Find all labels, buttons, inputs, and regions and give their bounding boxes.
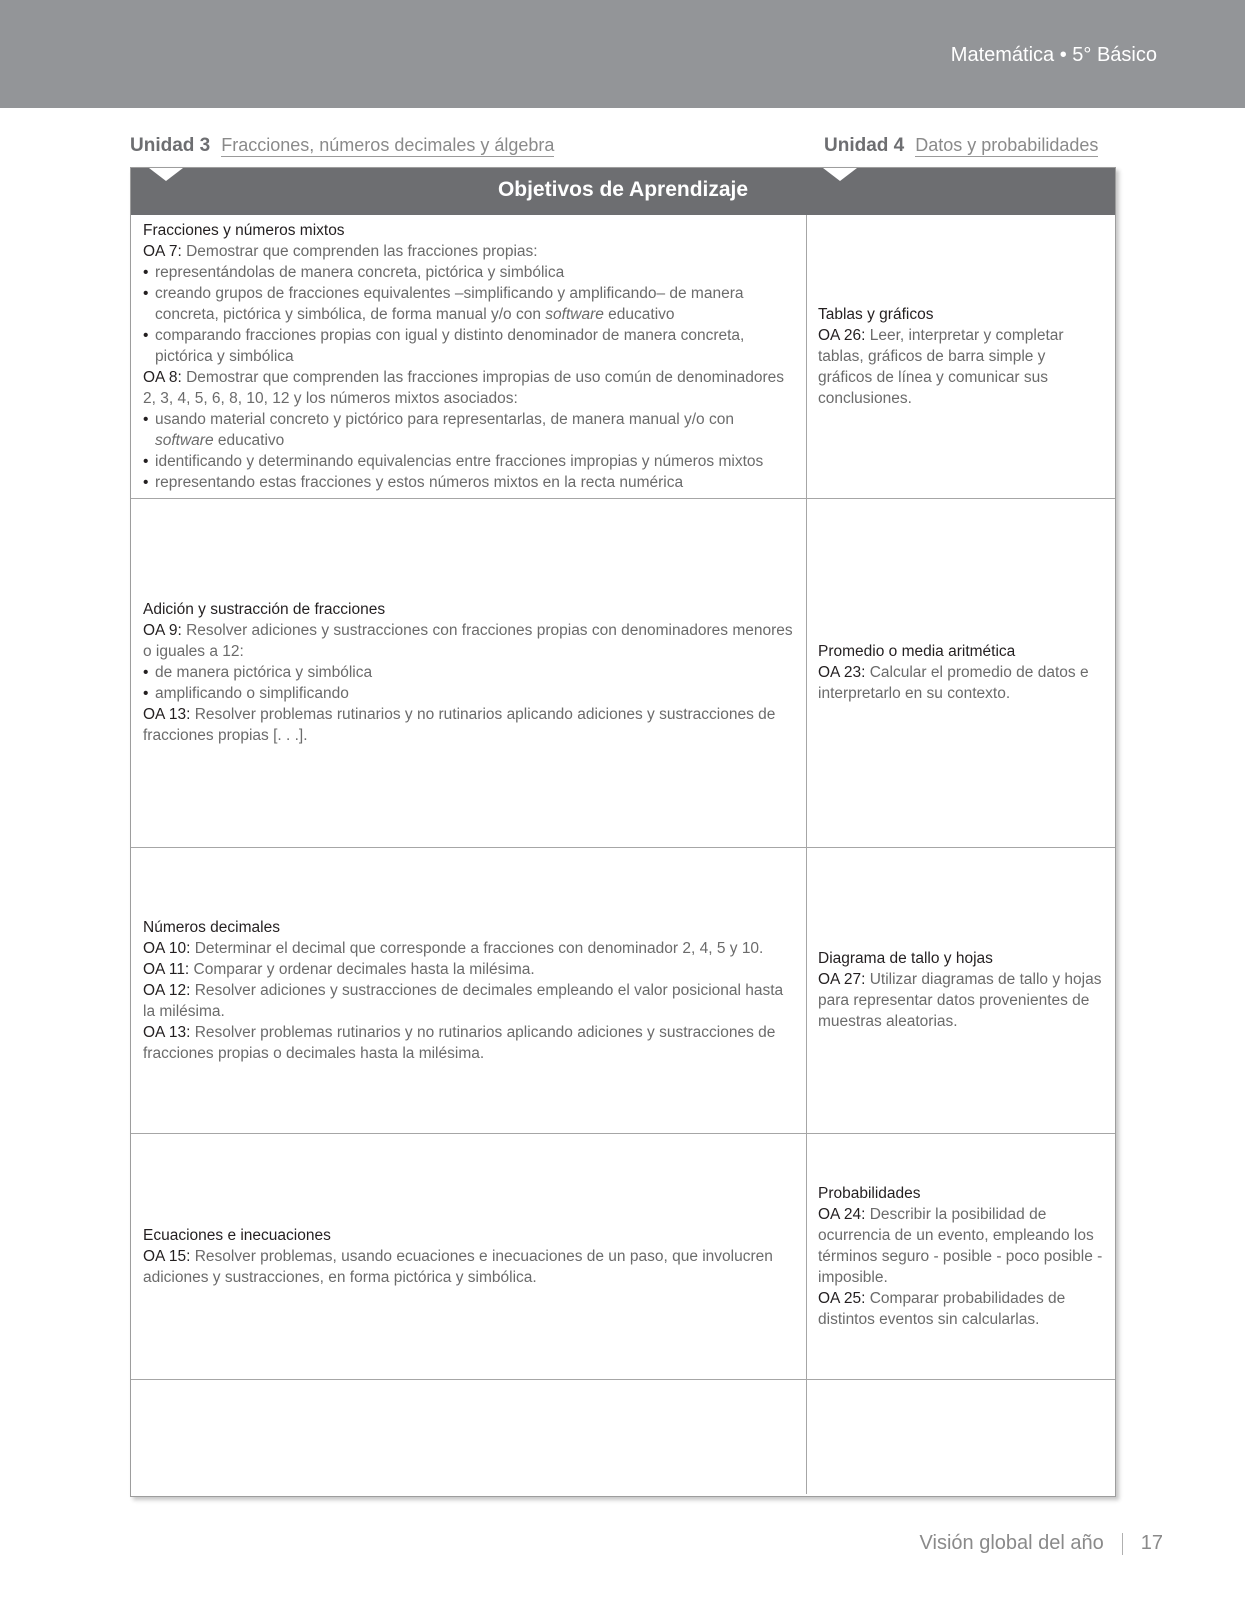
unit-4-cell (807, 847, 1115, 1133)
objective-description: Demostrar que comprenden las fracciones propias: (181, 243, 538, 260)
objective-text (143, 1246, 794, 1288)
list-item (143, 283, 794, 325)
unit-3-cell-empty (131, 1379, 807, 1494)
table-title: Objetivos de Aprendizaje (497, 178, 749, 201)
objective-text (818, 1288, 1104, 1330)
objective-description: Resolver adiciones y sustracciones de decimales empleando el valor posicional hasta la milésima. (143, 981, 784, 1020)
unit-3-cell (131, 1133, 807, 1379)
unit-3-cell (131, 498, 807, 847)
footer-divider (1122, 1533, 1123, 1555)
unit-4-cell (807, 215, 1115, 498)
learning-objectives-table (130, 167, 1116, 1497)
list-item: • representándolas de manera concreta, pictórica y simbólica (143, 262, 794, 283)
objective-code: OA 11: (143, 960, 190, 978)
objective-description: Resolver problemas, usando ecuaciones e inecuaciones de un paso, que involucren adiciones y sustracciones, en forma pictórica y simbólica. (143, 1247, 773, 1286)
list-item-text: educativo (603, 306, 675, 323)
objective-description: Resolver problemas rutinarios y no rutinarios aplicando adiciones y sustracciones de fracciones propias [. . .]. (143, 706, 776, 744)
objective-text (143, 241, 794, 262)
list-item (143, 409, 794, 451)
objective-code: OA 9: (143, 622, 182, 639)
objective-text (143, 1022, 794, 1064)
objective-description: Leer, interpretar y completar tablas, gráficos de barra simple y gráficos de línea y comunicar sus conclusiones. (818, 327, 1064, 407)
list-item-text: usando material concreto y pictórico para representarlas, de manera manual y/o con (155, 411, 734, 428)
unit-3-label: Unidad 3 (130, 135, 211, 156)
section-heading: Promedio o media aritmética (818, 643, 1016, 660)
header-title: Matemática • 5° Básico (950, 44, 1157, 66)
objective-description: Utilizar diagramas de tallo y hojas para representar datos provenientes de muestras aleatorias. (818, 971, 1102, 1030)
objective-code: OA 26: (818, 327, 866, 344)
table-row (131, 215, 1115, 499)
unit-4-cell (807, 498, 1115, 847)
section-heading: Tablas y gráficos (818, 306, 934, 323)
objective-code: OA 27: (818, 971, 866, 988)
objective-description: Calcular el promedio de datos e interpretarlo en su contexto. (818, 664, 1089, 702)
objective-code: OA 8: (143, 369, 182, 386)
section-heading: Ecuaciones e inecuaciones (143, 1226, 331, 1244)
table-row (131, 498, 1115, 848)
unit-4-label: Unidad 4 (824, 135, 905, 156)
list-item: • identificando y determinando equivalencias entre fracciones impropias y números mixtos (143, 451, 794, 472)
unit-3-cell (131, 847, 807, 1133)
objective-text (818, 969, 1104, 1032)
objective-description: Resolver adiciones y sustracciones con fracciones propias con denominadores menores o iguales a 12: (143, 622, 793, 660)
table-row (131, 847, 1115, 1134)
table-header (131, 168, 1115, 215)
objective-code: OA 10: (143, 939, 191, 957)
objective-code: OA 25: (818, 1289, 866, 1307)
page-footer (920, 1532, 1163, 1555)
list-item: • representando estas fracciones y estos números mixtos en la recta numérica (143, 472, 794, 493)
objective-text (143, 980, 794, 1022)
objective-code: OA 13: (143, 706, 191, 723)
list-item: • amplificando o simplificando (143, 683, 794, 704)
unit-4-cell (807, 1133, 1115, 1379)
top-header-bar (0, 0, 1245, 108)
footer-section-title: Visión global del año (919, 1532, 1104, 1554)
section-heading: Probabilidades (818, 1184, 921, 1202)
list-item: • comparando fracciones propias con igual y distinto denominador de manera concreta, pictórica y simbólica (143, 325, 794, 367)
objective-code: OA 12: (143, 981, 191, 999)
unit-4-heading (824, 135, 1098, 157)
section-heading: Adición y sustracción de fracciones (143, 601, 386, 618)
objective-description: Comparar probabilidades de distintos eventos sin calcularlas. (818, 1289, 1066, 1328)
objective-text (143, 367, 794, 409)
unit-3-heading (130, 135, 554, 157)
objective-code: OA 15: (143, 1247, 191, 1265)
list-item: • de manera pictórica y simbólica (143, 662, 794, 683)
list-item-text: educativo (213, 432, 285, 449)
section-heading: Diagrama de tallo y hojas (818, 950, 993, 967)
list-item-text: creando grupos de fracciones equivalentes –simplificando y amplificando– de manera concreta, pictórica y simbólica, de forma manual y/o con (155, 285, 744, 323)
section-heading: Fracciones y números mixtos (143, 222, 345, 239)
unit-4-cell-empty (807, 1379, 1115, 1494)
objective-code: OA 7: (143, 243, 182, 260)
table-row (131, 1133, 1115, 1380)
objective-description: Determinar el decimal que corresponde a fracciones con denominador 2, 4, 5 y 10. (190, 939, 764, 957)
unit-3-name: Fracciones, números decimales y álgebra (221, 135, 555, 155)
objective-code: OA 23: (818, 664, 866, 681)
bullet-list (143, 662, 794, 704)
objective-text (818, 325, 1104, 409)
page-number: 17 (1140, 1532, 1163, 1554)
objective-text (143, 620, 794, 662)
table-row-empty (131, 1379, 1115, 1494)
list-item-italic: software (155, 432, 214, 449)
section-heading: Números decimales (143, 918, 280, 936)
objective-code: OA 13: (143, 1023, 191, 1041)
objective-description: Comparar y ordenar decimales hasta la milésima. (189, 960, 535, 978)
objective-text (818, 662, 1104, 704)
objective-text (143, 704, 794, 746)
objective-description: Demostrar que comprenden las fracciones impropias de uso común de denominadores 2, 3, 4, 5, 6, 8, 10, 12 y los números mixtos asociados: (143, 369, 785, 407)
bullet-list (143, 409, 794, 493)
unit-3-cell (131, 215, 807, 498)
objective-code: OA 24: (818, 1205, 866, 1223)
unit-4-name: Datos y probabilidades (915, 135, 1099, 155)
objective-text (818, 1204, 1104, 1288)
objective-text (143, 938, 794, 959)
bullet-list (143, 262, 794, 367)
list-item-italic: software (545, 306, 604, 323)
objective-description: Describir la posibilidad de ocurrencia de un evento, empleando los términos seguro - posible - poco posible - imposible. (818, 1205, 1103, 1286)
objective-text (143, 959, 794, 980)
objective-description: Resolver problemas rutinarios y no rutinarios aplicando adiciones y sustracciones de fracciones propias o decimales hasta la milésima. (143, 1023, 776, 1062)
